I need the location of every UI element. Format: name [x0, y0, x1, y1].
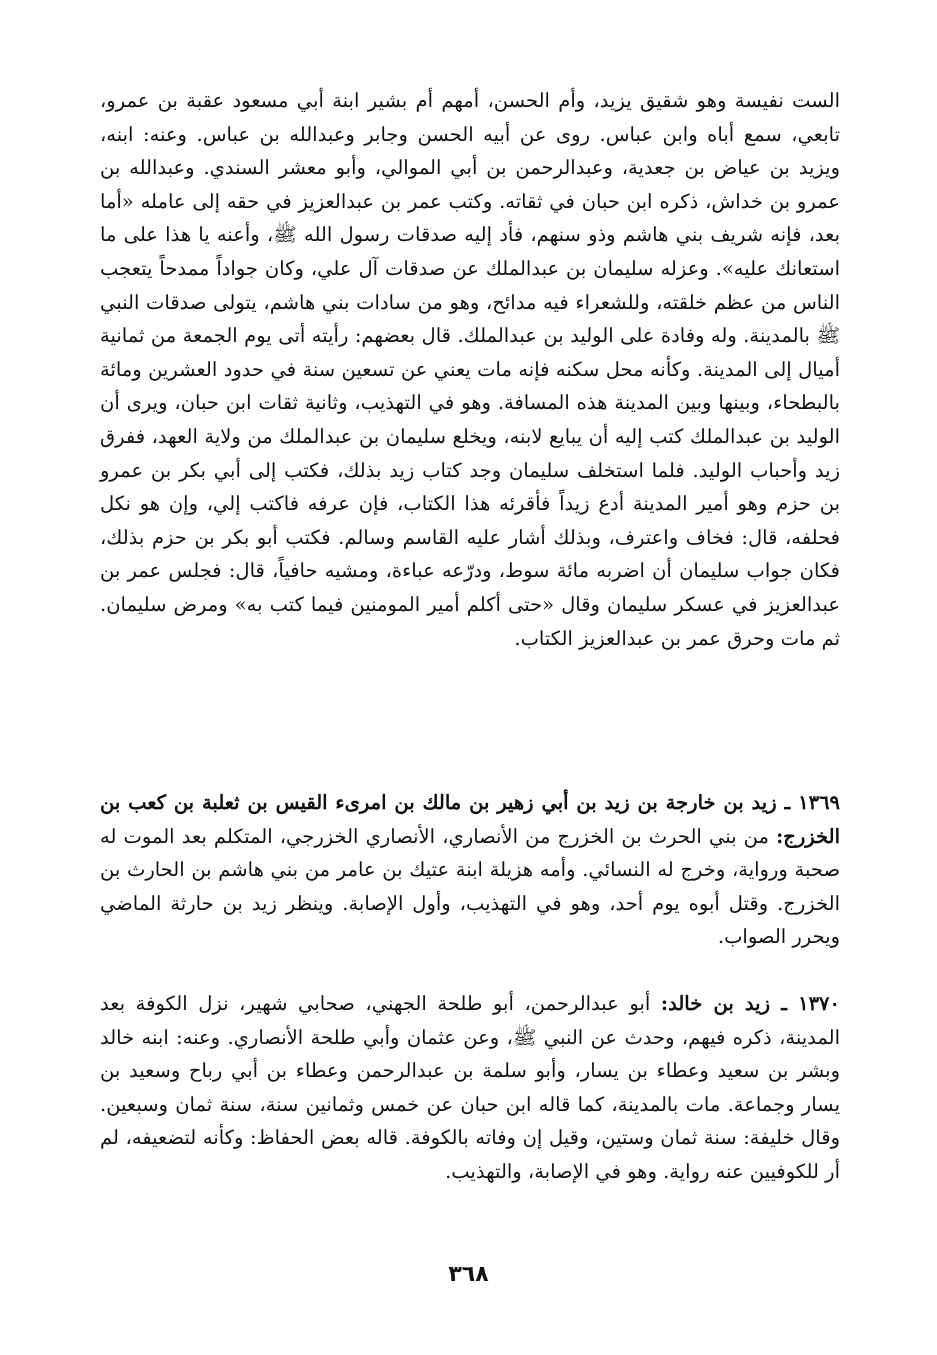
entry-1369 [100, 786, 840, 954]
entry-heading: ١٣٧٠ ـ زيد بن خالد: [660, 992, 840, 1015]
page-number: ٣٦٨ [448, 1262, 489, 1287]
entry-1370 [100, 987, 840, 1189]
paragraph-text: من بني الحرث بن الخزرج من الأنصاري، الأنصاري الخزرجي، المتكلم بعد الموت له صحبة ورواية، وخرج له النسائي. وأمه هزيلة ابنة عتيك بن عامر من بني هاشم بن الحارث بن الخزرج. وقتل أبوه يوم أحد، وهو في التهذيب، وأول الإصابة. وينظر زيد بن حارثة الماضي ويحرر الصواب. [100, 824, 840, 949]
paragraph-text: أبو عبدالرحمن، أبو طلحة الجهني، صحابي شهير، نزل الكوفة بعد المدينة، ذكره فيهم، وحدث عن النبي ﷺ، وعن عثمان وأبي طلحة الأنصاري. وعنه: ابنه خالد وبشر بن سعيد وعطاء بن يسار، وأبو سلمة بن عبدالرحمن وعطاء بن أبي رباح وسعيد بن يسار وجماعة. مات بالمدينة، كما قاله ابن حبان عن خمس وثمانين سنة، سنة ثمان وسبعين. وقال خليفة: سنة ثمان وستين، وقيل إن وفاته بالكوفة. قاله بعض الحفاظ: وكأنه لتضعيفه، لم أر للكوفيين عنه رواية. وهو في الإصابة، والتهذيب. [100, 992, 840, 1183]
paragraph-text: الست نفيسة وهو شقيق يزيد، وأم الحسن، أمهم أم بشير ابنة أبي مسعود عقبة بن عمرو، تابعي، سمع أباه وابن عباس. روى عن أبيه الحسن وجابر وعبدالله بن عباس. وعنه: ابنه، ويزيد بن عياض بن جعدية، وعبدالرحمن بن أبي الموالي، وأبو معشر السندي. وعبدالله بن عمرو بن خداش، ذكره ابن حبان في ثقاته. وكتب عمر بن عبدالعزيز في حقه إلى عامله «أما بعد، فإنه شريف بني هاشم وذو سنهم، فأد إليه صدقات رسول الله ﷺ، وأعنه يا هذا على ما استعانك عليه». وعزله سليمان بن عبدالملك عن صدقات آل علي، وكان جواداً ممدحاً يتعجب الناس من عظم خلقته، وللشعراء فيه مدائح، وهو من سادات بني هاشم، يتولى صدقات النبي ﷺ بالمدينة. وله وفادة على الوليد بن عبدالملك. قال بعضهم: رأيته أتى يوم الجمعة من ثمانية أميال إلى المدينة. وكأنه محل سكنه فإنه مات يعني عن تسعين سنة في حدود العشرين ومائة بالبطحاء، وبينها وبين المدينة هذه المسافة. وهو في التهذيب، وثانية ثقات ابن حبان، ويرى أن الوليد بن عبدالملك كتب إليه أن يبايع لابنه، ويخلع سليمان بن عبدالملك من ولاية العهد، ففرق زيد وأحباب الوليد. فلما استخلف سليمان وجد كتاب زيد بذلك، فكتب إلى أبي بكر بن عمرو بن حزم وهو أمير المدينة أدع زيداً فأقرئه هذا الكتاب، فإن عرفه فاكتب إلي، وإن هو نكل فحلفه، قال: فخاف واعترف، وبذلك أشار عليه القاسم وسالم. فكتب أبو بكر بن حزم بذلك، فكان جواب سليمان أن اضربه مائة سوط، ودرّعه عباءة، ومشيه حافياً، قال: فجلس عمر بن عبدالعزيز في عسكر سليمان وقال «حتى أكلم أمير المومنين فيما كتب به» ومرض سليمان. ثم مات وحرق عمر بن عبدالعزيز الكتاب. [100, 89, 840, 650]
paragraph-continuation [100, 84, 840, 655]
entry-heading: ١٣٦٩ ـ زيد بن خارجة بن زيد بن أبي زهير بن مالك بن امرىء القيس بن ثعلبة بن كعب بن الخزرج: [100, 791, 840, 848]
